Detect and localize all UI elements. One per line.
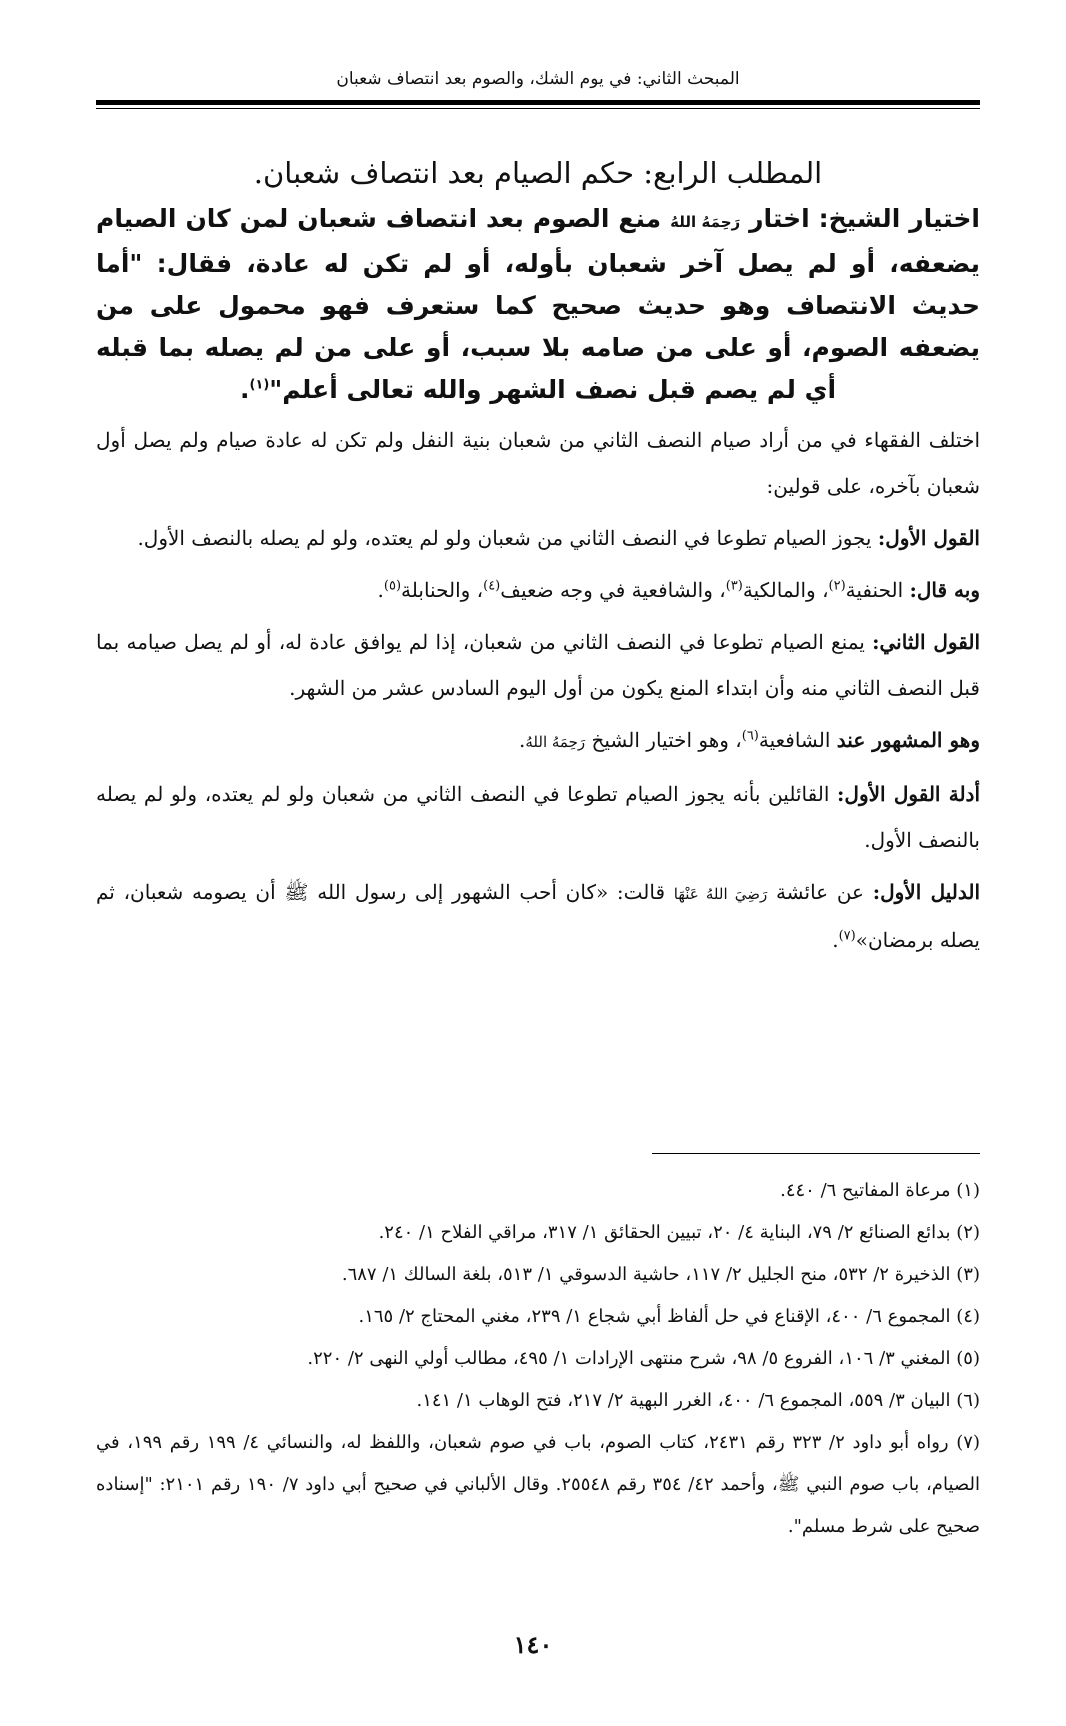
footnote-4: (٤) المجموع ٦/ ٤٠٠، الإقناع في حل ألفاظ أبي شجاع ١/ ٢٣٩، مغني المحتاج ٢/ ١٦٥.: [358, 1306, 980, 1327]
famous-text-1: الشافعية: [758, 728, 831, 752]
shaykh-choice-text-2: منع الصوم بعد انتصاف شعبان لمن كان الصيام يضعفه، أو لم يصل آخر شعبان بأوله، أو لم تكن له عادة، فقال: "أما حديث الانتصاف وهو حديث صحيح كما ستعرف فهو محمول على من يضعفه الصوم، أو على من صامه بلا سبب، أو على من لم يصله بما قبله أي لم يصم قبل نصف الشهر والله تعالى أعلم": [96, 204, 980, 404]
first-opinion-paragraph: [96, 515, 980, 561]
first-proof-text-1: عن عائشة: [775, 880, 864, 904]
honorific-glyph: رَحِمَهُ اللهُ: [525, 733, 586, 751]
second-opinion-text: يمنع الصيام تطوعا في النصف الثاني من شعبان، إذا لم يوافق عادة له، أو لم يصل صيامه بما قبل النصف الثاني منه وأن ابتداء المنع يكون من أول اليوم السادس عشر من الشهر.: [96, 630, 980, 700]
first-proof-end: .: [832, 928, 839, 952]
footnote-5: (٥) المغني ٣/ ١٠٦، الفروع ٥/ ٩٨، شرح منتهى الإرادات ١/ ٤٩٥، مطالب أولي النهى ٢/ ٢٢٠.: [307, 1348, 980, 1369]
said-by-text-2: ، والمالكية: [742, 578, 829, 602]
evidence-text: القائلين بأنه يجوز الصيام تطوعا في النصف الثاني من شعبان ولو لم يعتده، ولو لم يصله بالنصف الأول.: [96, 782, 980, 852]
footnotes-block: [96, 1170, 980, 1548]
first-proof-label: الدليل الأول:: [872, 880, 980, 904]
first-proof-text-3: أن يصومه شعبان، ثم يصله برمضان»: [96, 880, 980, 952]
first-opinion-text: يجوز الصيام تطوعا في النصف الثاني من شعبان ولو لم يعتده، ولو لم يصله بالنصف الأول.: [137, 526, 872, 550]
famous-end: .: [519, 728, 526, 752]
said-by-text-1: الحنفية: [845, 578, 904, 602]
said-by-text-3: ، والشافعية في وجه ضعيف: [500, 578, 726, 602]
footnote-7: (٧) رواه أبو داود ٢/ ٣٢٣ رقم ٢٤٣١، كتاب الصوم، باب في صوم شعبان، واللفظ له، والنسائي ٤/ ١٩٩ رقم ١٩٩، في الصيام، باب صوم النبي ﷺ، وأحمد ٤٢/ ٣٥٤ رقم ٢٥٥٤٨. وقال الألباني في صحيح أبي داود ٧/ ١٩٠ رقم ٢١٠١: "إسناده صحيح على شرط مسلم".: [96, 1432, 980, 1537]
footnote-ref-6[interactable]: (٦): [741, 728, 759, 744]
first-proof-text-2: قالت: «كان أحب الشهور إلى رسول الله: [317, 880, 666, 904]
footnote-ref-4[interactable]: (٤): [483, 578, 501, 594]
shaykh-choice-paragraph: [96, 198, 980, 411]
said-by-text-4: ، والحنابلة: [401, 578, 484, 602]
header-rule-thin: [96, 108, 980, 109]
header-rule-thick: [96, 100, 980, 105]
famous-paragraph: [96, 717, 980, 765]
footnote-2: (٢) بدائع الصنائع ٢/ ٧٩، البناية ٤/ ٢٠، تبيين الحقائق ١/ ٣١٧، مراقي الفلاح ١/ ٢٤٠.: [378, 1222, 980, 1243]
second-opinion-label: القول الثاني:: [872, 630, 980, 654]
footnote-separator: [652, 1153, 980, 1154]
footnote-ref-7[interactable]: (٧): [838, 928, 856, 944]
honorific-glyph: رَحِمَهُ اللهُ: [670, 213, 741, 231]
said-by-label: وبه قال:: [909, 578, 980, 602]
footnote-1: (١) مرعاة المفاتيح ٦/ ٤٤٠.: [780, 1180, 980, 1201]
intro-paragraph: اختلف الفقهاء في من أراد صيام النصف الثاني من شعبان بنية النفل ولم تكن له عادة صيام ولم يصل أول شعبان بآخره، على قولين:: [96, 428, 980, 498]
famous-label: وهو المشهور عند: [836, 728, 980, 752]
said-by-end: .: [377, 578, 384, 602]
said-by-paragraph: [96, 567, 980, 613]
page-number: ١٤٠: [513, 1630, 553, 1659]
salawat-glyph: ﷺ: [284, 880, 309, 904]
first-opinion-label: القول الأول:: [877, 526, 980, 550]
shaykh-choice-text-1: اختار: [749, 204, 810, 233]
main-content: [96, 150, 980, 963]
shaykh-choice-label: اختيار الشيخ:: [818, 204, 980, 233]
footnote-ref-5[interactable]: (٥): [383, 578, 402, 594]
footnote-ref-2[interactable]: (٢): [828, 578, 846, 594]
footnote-3: (٣) الذخيرة ٢/ ٥٣٢، منح الجليل ٢/ ١١٧، حاشية الدسوقي ١/ ٥١٣، بلغة السالك ١/ ٦٨٧.: [341, 1264, 980, 1285]
section-heading: المطلب الرابع: حكم الصيام بعد انتصاف شعبان.: [253, 156, 823, 190]
first-proof-paragraph: [96, 869, 980, 963]
evidence-paragraph: [96, 771, 980, 863]
famous-text-2: ، وهو اختيار الشيخ: [591, 728, 742, 752]
footnote-ref-1[interactable]: (١): [249, 377, 270, 393]
footnote-ref-3[interactable]: (٣): [725, 578, 743, 594]
honorific-glyph: رَضِيَ اللهُ عَنْهَا: [673, 885, 768, 903]
running-header: المبحث الثاني: في يوم الشك، والصوم بعد انتصاف شعبان: [336, 69, 740, 89]
shaykh-choice-end: .: [239, 375, 250, 404]
footnote-6: (٦) البيان ٣/ ٥٥٩، المجموع ٦/ ٤٠٠، الغرر البهية ٢/ ٢١٧، فتح الوهاب ١/ ١٤١.: [416, 1390, 980, 1411]
second-opinion-paragraph: [96, 619, 980, 711]
evidence-label: أدلة القول الأول:: [837, 782, 981, 806]
